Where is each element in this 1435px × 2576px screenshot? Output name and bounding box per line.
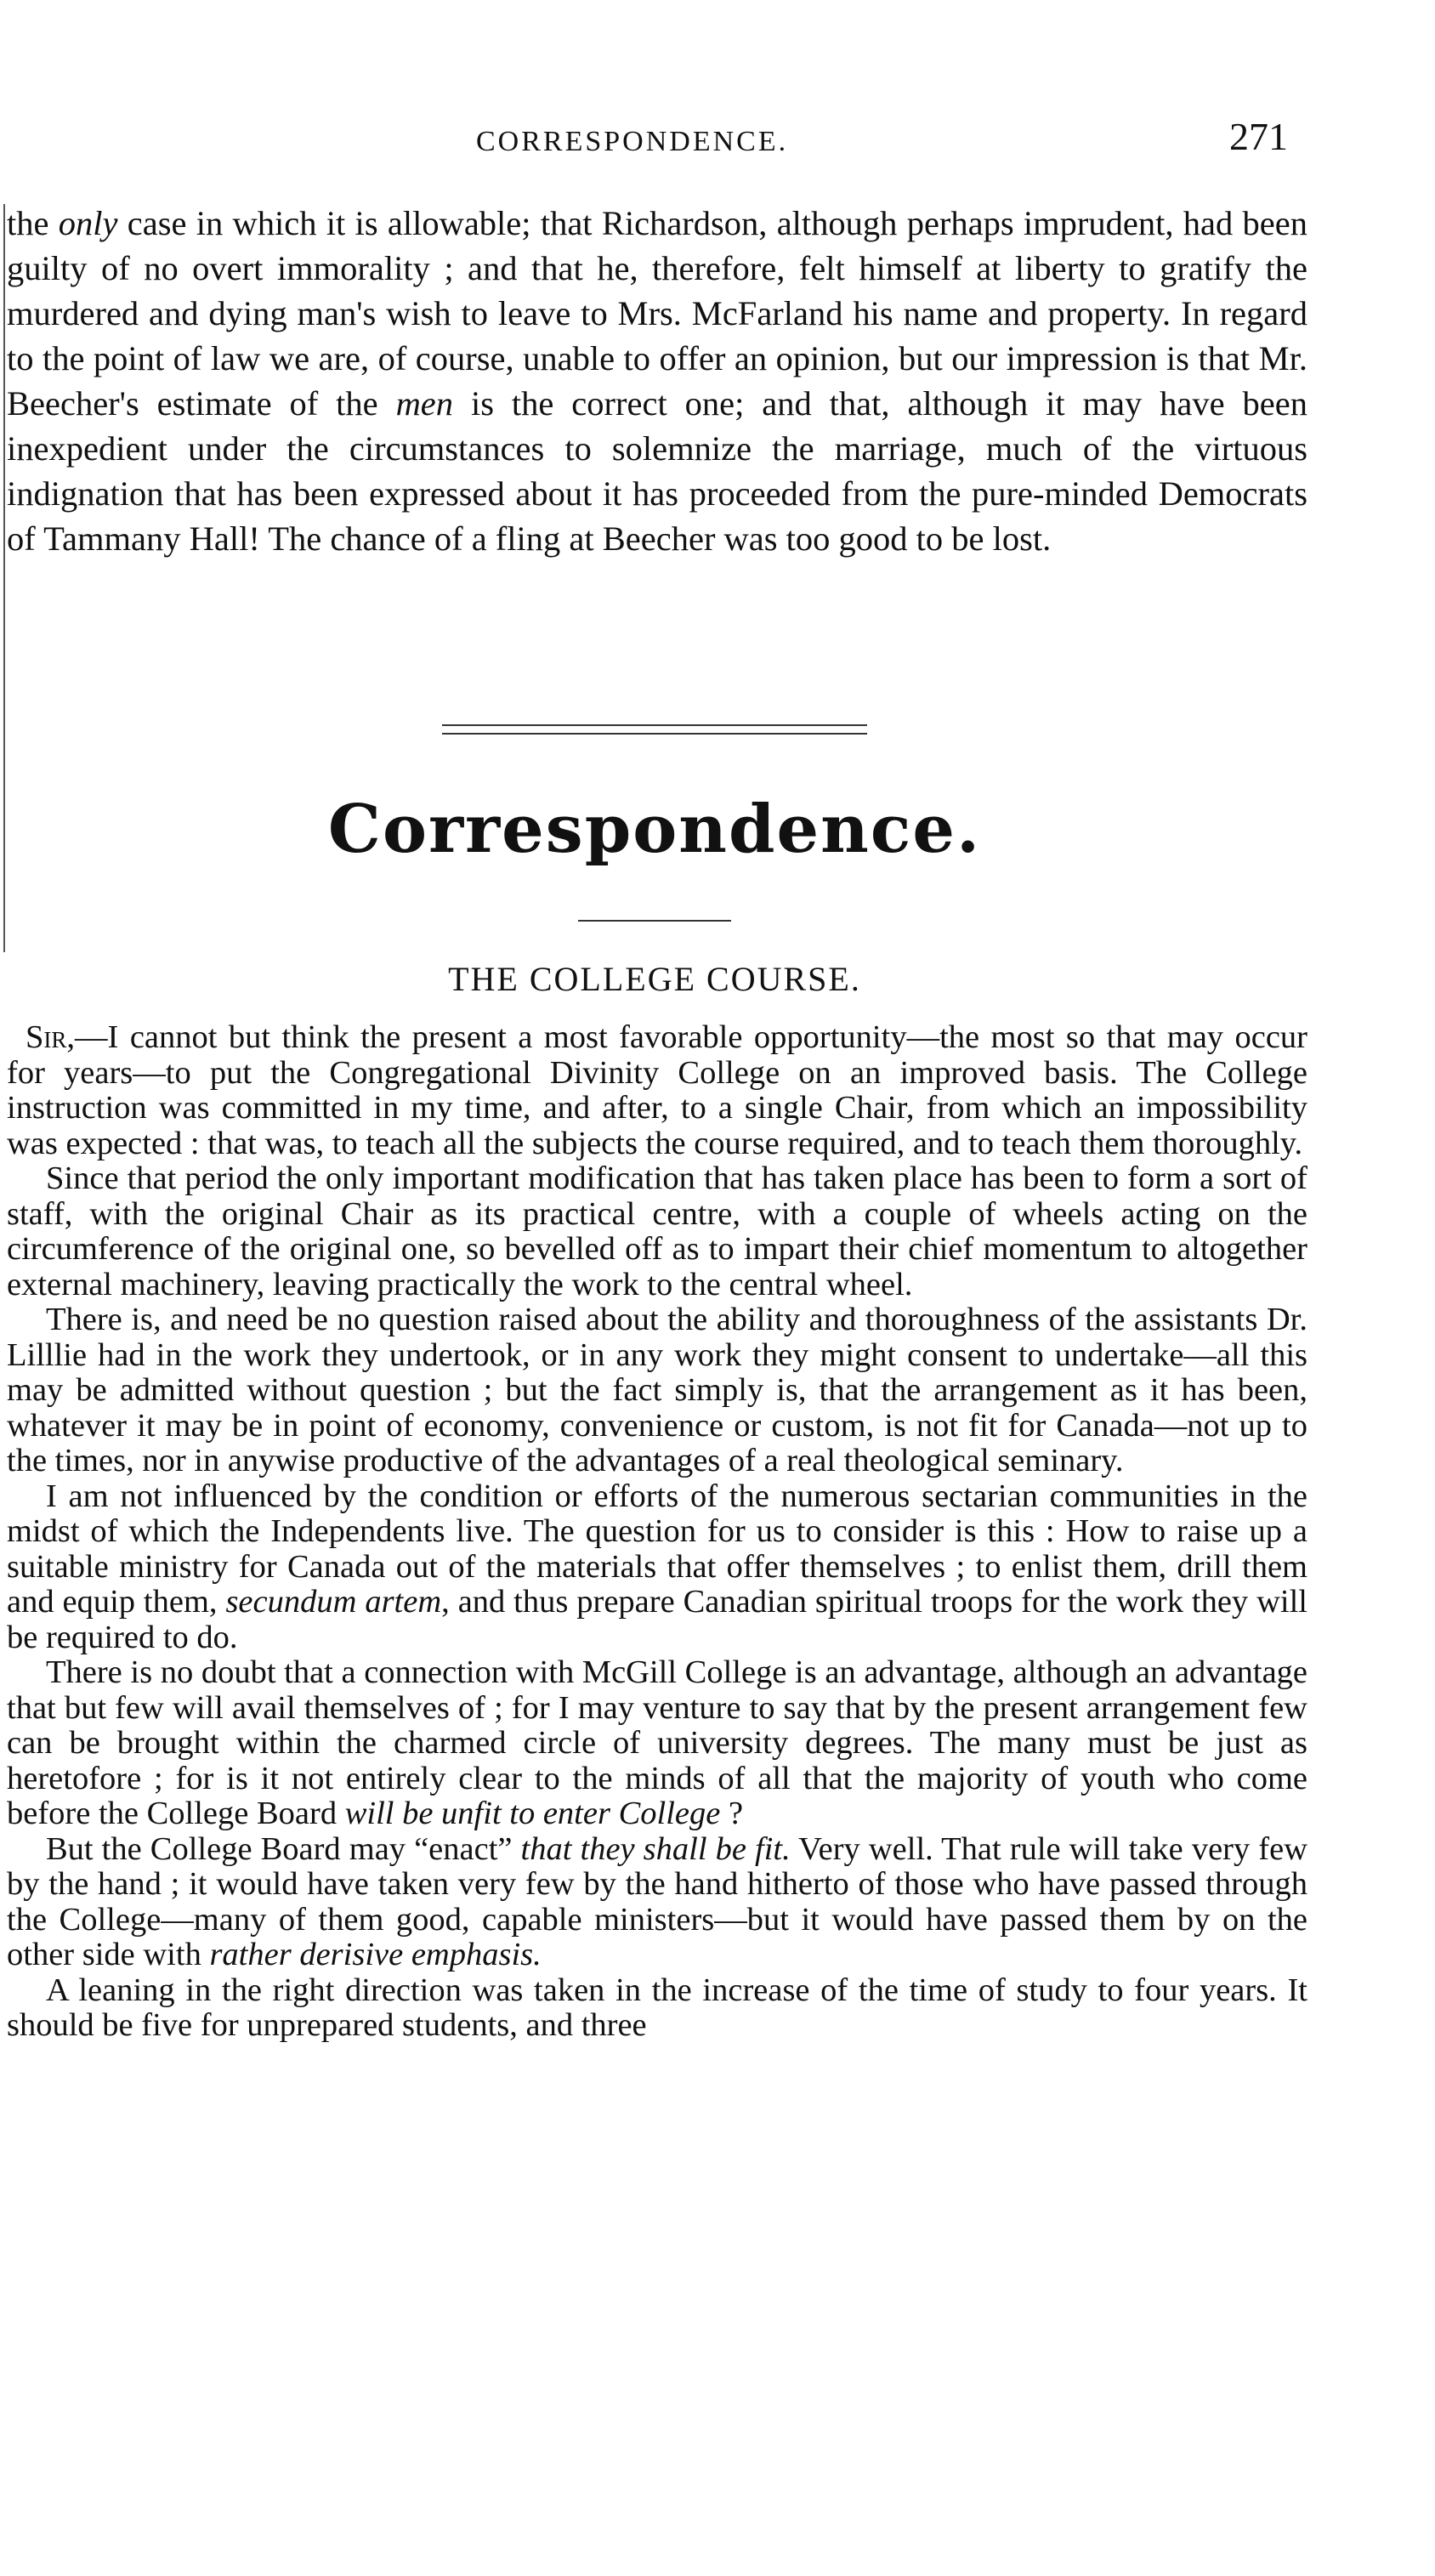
intro-text <box>7 201 1307 561</box>
running-title: CORRESPONDENCE. <box>476 126 789 157</box>
running-head <box>0 111 1309 162</box>
paragraph-6-emphasis-derisive: rather derisive emphasis. <box>209 1937 542 1972</box>
article-paragraph-2: Since that period the only important modification that has taken place has been to form a sort of staff, with the original Chair as its practical centre, with a couple of wheels acting on the circumference of the original one, so bevelled off as to impart their chief momentum to altogether external machinery, leaving practically the work to the central wheel. <box>7 1160 1307 1302</box>
paragraph-5-emphasis: will be unfit to enter College <box>344 1796 721 1831</box>
rule-line-top <box>442 724 867 726</box>
article-body <box>7 1020 1307 2044</box>
article-paragraph-7: A leaning in the right direction was taken in the increase of the time of study to four years. It should be five for unprepared students, and three <box>7 1972 1307 2043</box>
paragraph-5-text-a: There is no doubt that a connection with McGill College is an advantage, although an advantage that but few will avail themselves of ; for I may venture to say that by the present arrangement few can be brought within the charmed circle of university degrees. The many must be just as heretofore ; for is it not entirely clear to the minds of all that the majority of youth who come before the College Board <box>7 1654 1307 1831</box>
intro-text-b: case in which it is allowable; that Richardson, although perhaps imprudent, had been guilty of no overt immorality ; and that he, therefore, felt himself at liberty to gratify the murdered and dying man's wish to leave to Mrs. McFarland his name and property. In regard to the point of law we are, of course, unable to offer an opinion, but our impression is that Mr. Beecher's estimate of the <box>7 204 1308 423</box>
article-paragraph-4 <box>7 1479 1307 1656</box>
article-paragraph-6 <box>7 1832 1307 1973</box>
intro-text-a: the <box>7 204 59 242</box>
rule-line-bottom <box>442 733 867 735</box>
paragraph-6-text-a: But the College Board may “enact” <box>46 1830 521 1867</box>
paragraph-1-text: —I cannot but think the present a most favorable opportunity—the most so that may occur for years—to put the Congregational Divinity College on an improved basis. The College instruction was committed in my time, and after, to a single Chair, from which an impossibility was expected : that was, to teach all the subjects the course required, and to teach them thoroughly. <box>7 1019 1307 1161</box>
intro-paragraph <box>7 201 1307 561</box>
article-paragraph-3: There is, and need be no question raised about the ability and thoroughness of the assistants Dr. Lilllie had in the work they undertook, or in any work they might consent to undertake—all this may be admitted without question ; but the fact simply is, that the arrangement as it has been, whatever it may be in point of economy, convenience or custom, is not fit for Canada—not up to the times, nor in anywise productive of the advantages of a real theological seminary. <box>7 1302 1307 1478</box>
paragraph-6-emphasis-fit: that they shall be fit. <box>520 1830 791 1867</box>
intro-emphasis-only: only <box>58 204 118 242</box>
intro-emphasis-men: men <box>395 384 454 423</box>
article-paragraph-5 <box>7 1655 1307 1832</box>
paragraph-5-text-b: ? <box>720 1796 744 1831</box>
section-heading: Correspondence. <box>327 791 982 868</box>
latin-phrase: secundum artem <box>225 1584 442 1620</box>
page-number: 271 <box>1229 115 1288 158</box>
paragraph-6-text-b: Very well. That rule will take very few by the hand ; it would have taken very few by the hand hitherto of those who have passed through the College—many of them good, capable ministers—but it would have passed them by on the other side with <box>7 1830 1308 1972</box>
salutation: Sir, <box>26 1019 76 1055</box>
short-rule-divider <box>578 920 731 922</box>
paragraph-4-text-b: , and thus prepare Canadian spiritual troops for the work they will be required to do. <box>7 1584 1307 1655</box>
intro-text-c: is the correct one; and that, although it may have been inexpedient under the circumstances to solemnize the marriage, much of the virtuous indignation that has been expressed about it has proceeded from the pure-minded Democrats of Tammany Hall! The chance of a fling at Beecher was too good to be lost. <box>7 384 1307 558</box>
article-paragraph-1 <box>7 1020 1307 1161</box>
paragraph-4-text-a: I am not influenced by the condition or efforts of the numerous sectarian communities in the midst of which the Independents live. The question for us to consider is this : How to raise up a suitable ministry for Canada out of the materials that offer themselves ; to enlist them, drill them and equip them, <box>7 1478 1307 1620</box>
article-title: THE COLLEGE COURSE. <box>448 960 861 998</box>
double-rule-divider <box>442 723 867 736</box>
